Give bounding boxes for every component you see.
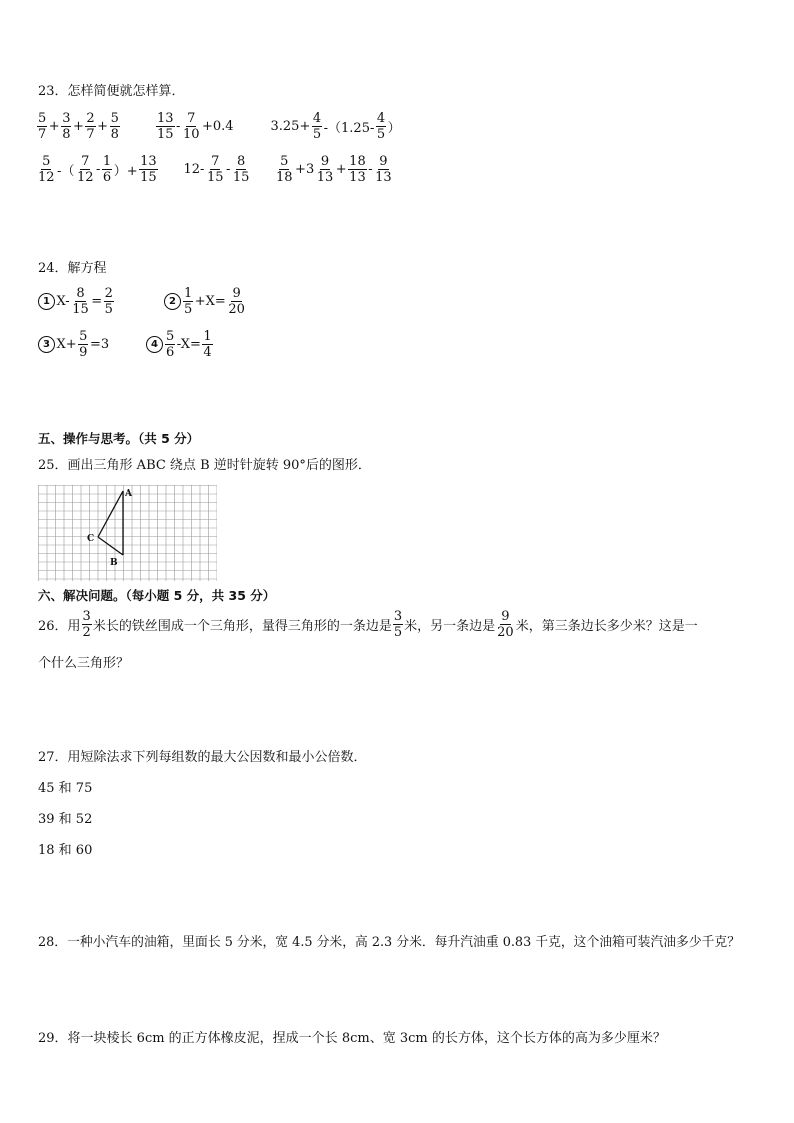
q24-equation-4: 4 5 6 -X= $\frac{1}{4}$ — [146, 329, 214, 360]
section-5-heading: 五、操作与思考。（共 5 分） — [38, 431, 200, 446]
q26-line-2: 个什么三角形？ — [38, 656, 130, 671]
fraction: 9 13 — [375, 154, 392, 185]
fraction: $\frac{8}{15}$ — [72, 286, 89, 317]
fraction: 7 12 — [76, 154, 94, 185]
fraction: 13 15 — [157, 111, 174, 142]
fraction: 5 18 — [276, 154, 293, 185]
fraction: 1 6 — [102, 154, 112, 185]
vertex-label-b: B — [110, 558, 118, 568]
q23-expr-1: 5 7 + $\frac{3}{8}$ + $\frac{2}{7}$ + $\frac{5}{8}$ — [38, 111, 119, 142]
q24-title: 24．解方程 — [38, 261, 107, 276]
q24-equation-2: 2 1 5 +X= $\frac{9}{20}$ — [164, 286, 247, 317]
circled-number: 4 — [146, 336, 163, 353]
fraction: $\frac{2}{5}$ — [104, 286, 113, 317]
fraction: $\frac{13}{15}$ — [140, 154, 157, 185]
fraction: 9 13 — [316, 154, 334, 185]
fraction: 4 5 — [376, 111, 386, 142]
q23-expr-6: 5 18 +3 9 13 + $\frac{18}{13}$ - 9 13 — [276, 154, 392, 185]
fraction: 9 20 — [497, 609, 514, 640]
fraction: $\frac{3}{8}$ — [62, 111, 71, 142]
vertex-label-c: C — [87, 534, 95, 544]
circled-number: 1 — [38, 293, 55, 310]
fraction: 5 7 — [38, 111, 47, 142]
q23-expr-4: 5 12 -（ 7 12 - 1 6 ）+ $\frac{13}{15}$ — [38, 154, 157, 185]
q23-expr-3: 3.25+ $\frac{4}{5}$ -（1.25- 4 5 ） — [270, 111, 401, 142]
triangle-side-cb — [98, 537, 123, 555]
fraction: $\frac{4}{5}$ — [312, 111, 322, 142]
fraction: 7 10 — [182, 111, 200, 142]
q28-text: 28．一种小汽车的油箱，里面长 5 分米，宽 4.5 分米，高 2.3 分米．每升汽油重 0.83 千克，这个油箱可装汽油多少千克？ — [38, 935, 741, 950]
q23-expr-5: 12- 7 15 - 8 15 — [183, 154, 250, 185]
q23-title: 23．怎样简便就怎样算． — [38, 84, 185, 99]
q26-line-1: 26．用 3 2 米长的铁丝围成一个三角形，量得三角形的一条边是 3 5 米，另一条边是 9 20 米，第三条边长多少米？这是一 — [38, 609, 698, 640]
circled-number: 3 — [38, 336, 55, 353]
q27-item: 39 和 52 — [38, 812, 93, 827]
fraction: $\frac{2}{7}$ — [86, 111, 95, 142]
fraction: 5 6 — [166, 329, 175, 360]
fraction: 8 15 — [232, 154, 250, 185]
fraction: 3 2 — [82, 609, 91, 640]
fraction: 3 5 — [393, 609, 403, 640]
q24-equation-3: 3 X+ $\frac{5}{9}$ =3 — [38, 329, 110, 360]
fraction: $\frac{9}{20}$ — [228, 286, 245, 317]
fraction: $\frac{5}{9}$ — [79, 329, 88, 360]
q27-text: 27．用短除法求下列每组数的最大公因数和最小公倍数． — [38, 750, 367, 765]
fraction: $\frac{18}{13}$ — [349, 154, 366, 185]
q23-expr-2: 13 15 - 7 10 +0.4 — [157, 111, 234, 142]
fraction: 7 15 — [206, 154, 224, 185]
rotation-grid-figure — [38, 485, 217, 581]
fraction: 1 5 — [184, 286, 193, 317]
fraction: 5 12 — [38, 154, 55, 185]
grid-lines — [38, 485, 217, 581]
q24-equation-1: 1 X- $\frac{8}{15}$ = $\frac{2}{5}$ — [38, 286, 115, 317]
section-6-heading: 六、解决问题。（每小题 5 分，共 35 分） — [38, 588, 276, 603]
q27-item: 18 和 60 — [38, 843, 93, 858]
vertex-label-a: A — [125, 489, 132, 499]
fraction: $\frac{1}{4}$ — [203, 329, 212, 360]
q27-item: 45 和 75 — [38, 781, 93, 796]
q25-text: 25．画出三角形 ABC 绕点 B 逆时针旋转 90°后的图形． — [38, 458, 371, 473]
fraction: $\frac{5}{8}$ — [110, 111, 119, 142]
triangle-side-ac — [98, 491, 123, 537]
circled-number: 2 — [164, 293, 181, 310]
q29-text: 29．将一块棱长 6cm 的正方体橡皮泥，捏成一个长 8cm、宽 3cm 的长方体，这个长方体的高为多少厘米？ — [38, 1031, 666, 1046]
